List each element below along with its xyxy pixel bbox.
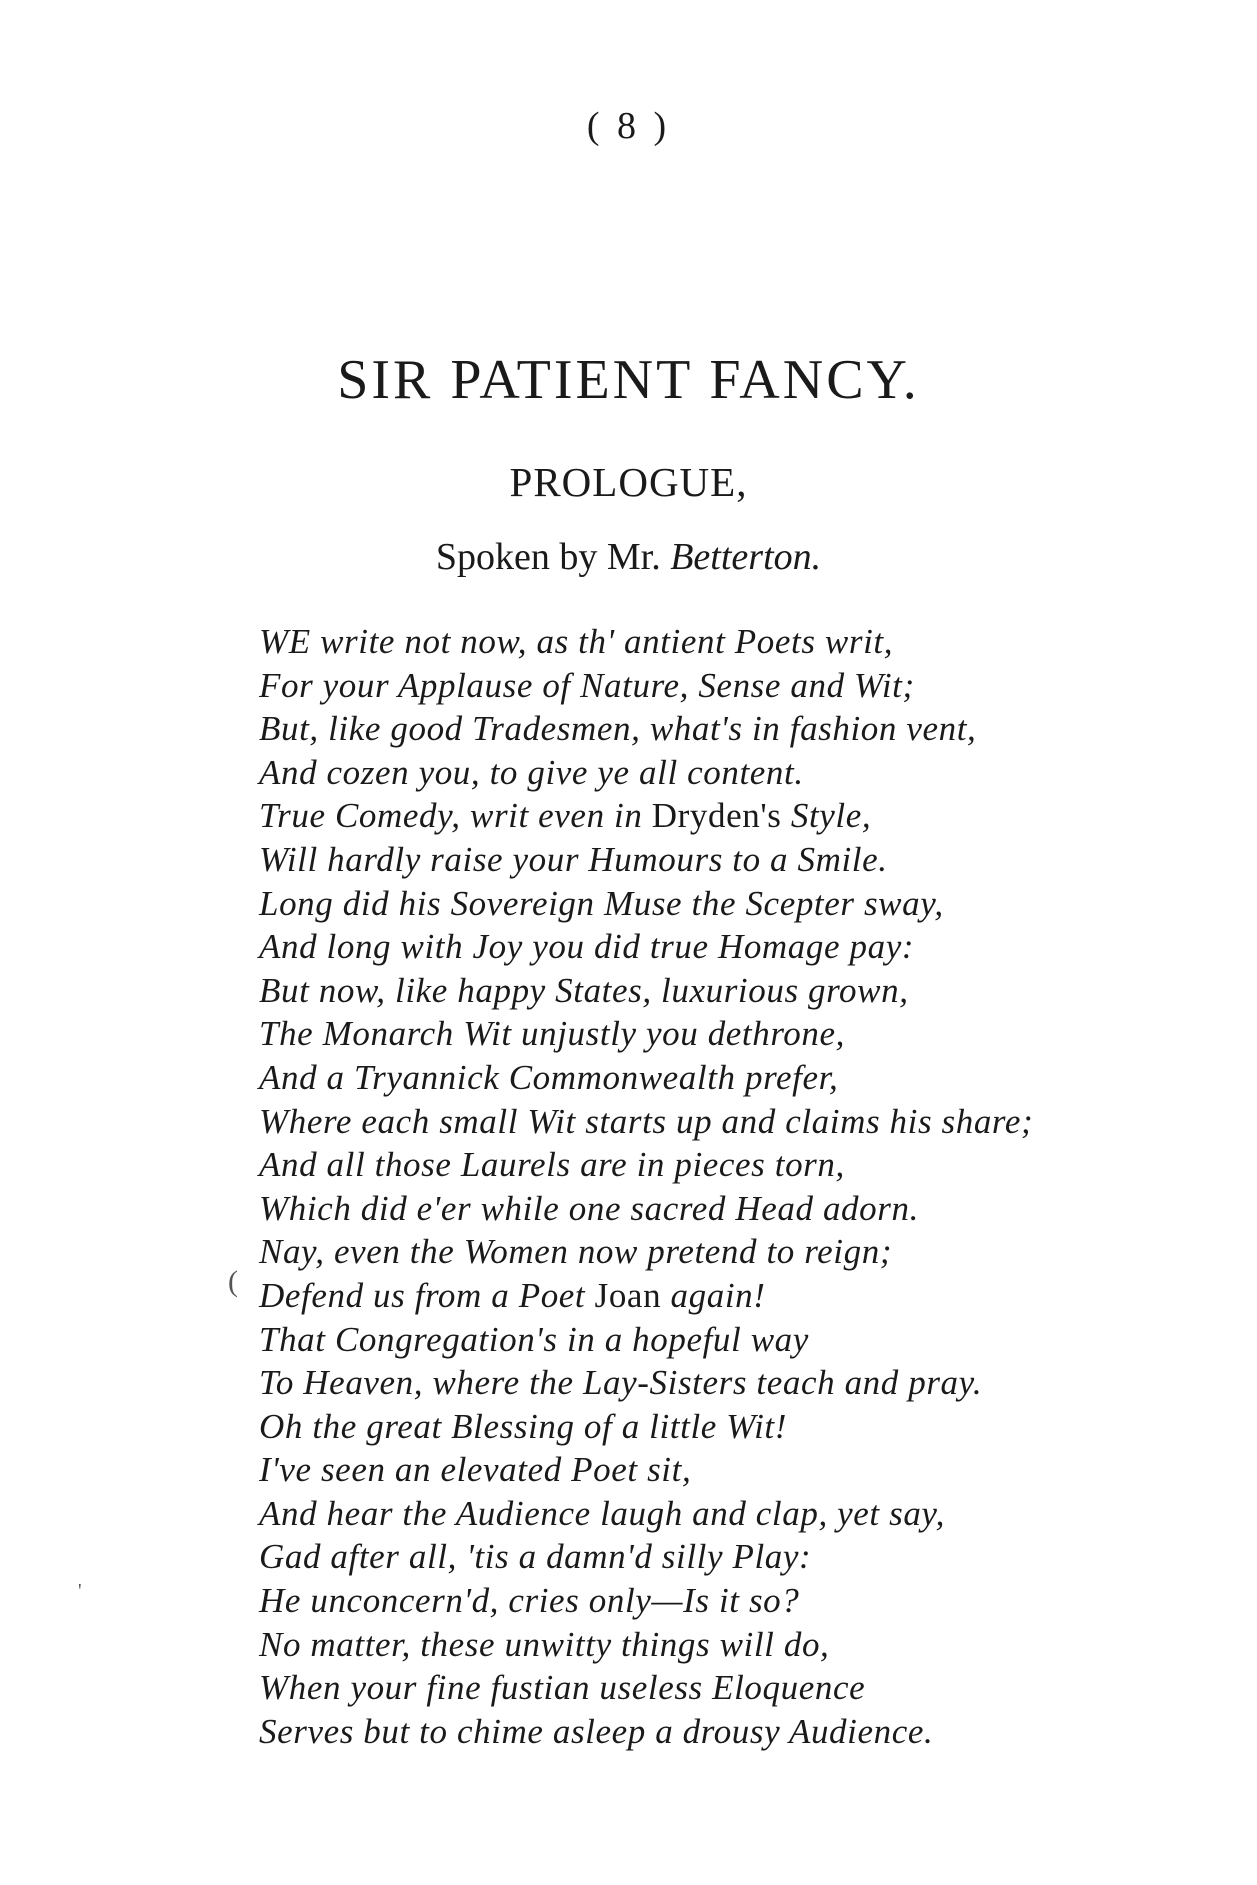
poem-line-text: Serves but to chime asleep a drousy Audience.	[259, 1711, 934, 1751]
poem-line-text: That Congregation's in a hopeful way	[259, 1319, 809, 1359]
poem-line-text: He unconcern'd, cries only—Is it so?	[259, 1581, 800, 1621]
poem-line	[259, 1230, 1239, 1274]
poem-line	[259, 925, 1239, 969]
poem-line-text: For your Applause of Nature, Sense and Wit;	[259, 665, 915, 705]
poem-line-text: True Comedy, writ even in	[259, 796, 652, 836]
poem-line-text: Which did e'er while one sacred Head adorn.	[259, 1188, 919, 1228]
poem-line-roman-name: Joan	[594, 1275, 662, 1315]
poem-line	[259, 1143, 1239, 1187]
spoken-by-prefix: Spoken by Mr.	[435, 536, 661, 578]
poem-line-text: And hear the Audience laugh and clap, yet say,	[259, 1493, 945, 1533]
margin-parenthesis-mark: (	[228, 1265, 238, 1298]
poem-line	[259, 969, 1239, 1013]
poem-line	[259, 1274, 1239, 1318]
poem-line	[259, 882, 1239, 926]
poem-line-text: Defend us from a Poet	[259, 1275, 595, 1315]
prologue-heading: PROLOGUE,	[509, 459, 748, 505]
poem-line	[259, 794, 1239, 838]
poem-line	[259, 1012, 1239, 1056]
poem-line-text: WE write not now, as th' antient Poets writ,	[259, 622, 894, 661]
speaker-name: Betterton.	[670, 536, 822, 578]
poem-line-text: But now, like happy States, luxurious grown,	[259, 970, 909, 1010]
poem-line-text: And long with Joy you did true Homage pay:	[259, 927, 915, 967]
poem-line-text-end: Style,	[781, 796, 872, 836]
poem-line	[259, 1492, 1239, 1536]
poem-line-text: When your fine fustian useless Eloquence	[259, 1668, 866, 1708]
poem-line-text: Long did his Sovereign Muse the Scepter sway,	[259, 883, 944, 923]
poem-line-text-end: again!	[661, 1275, 766, 1315]
poem-line-text: Nay, even the Women now pretend to reign;	[259, 1232, 893, 1272]
poem-line	[259, 664, 1239, 708]
poem-line	[259, 1579, 1239, 1623]
poem-line-text: Where each small Wit starts up and claims his share;	[259, 1101, 1034, 1141]
poem-line	[259, 1100, 1239, 1144]
poem-line-text: Will hardly raise your Humours to a Smile.	[259, 839, 888, 879]
poem-line-roman-name: Dryden's	[651, 796, 782, 836]
spoken-by-line	[0, 535, 1257, 579]
page-title: SIR PATIENT FANCY.	[337, 349, 920, 411]
poem-line	[259, 1535, 1239, 1579]
poem-line-text: Gad after all, 'tis a damn'd silly Play:	[259, 1537, 812, 1577]
poem-line-text: Oh the great Blessing of a little Wit!	[259, 1406, 787, 1446]
poem-line-text: And cozen you, to give ye all content.	[259, 752, 804, 792]
poem-line	[259, 620, 1239, 664]
poem-line	[259, 1666, 1239, 1710]
margin-ink-mark: '	[78, 1580, 82, 1602]
poem-line-text: And a Tryannick Commonwealth prefer,	[259, 1057, 839, 1097]
poem-line	[259, 707, 1239, 751]
poem-line-text: I've seen an elevated Poet sit,	[259, 1450, 692, 1490]
poem-line-text: The Monarch Wit unjustly you dethrone,	[259, 1014, 845, 1054]
poem-line	[259, 1405, 1239, 1449]
poem-line-text: And all those Laurels are in pieces torn,	[259, 1145, 845, 1185]
poem-line	[259, 838, 1239, 882]
poem-line	[259, 1448, 1239, 1492]
poem-line	[259, 1187, 1239, 1231]
poem-line	[259, 751, 1239, 795]
poem-line-text: To Heaven, where the Lay-Sisters teach and pray.	[259, 1363, 983, 1403]
page-number: ( 8 )	[586, 105, 671, 147]
poem-line-text: But, like good Tradesmen, what's in fashion vent,	[259, 709, 977, 749]
poem-line	[259, 1318, 1239, 1362]
poem-line	[259, 1056, 1239, 1100]
poem-line	[259, 1710, 1239, 1754]
prologue-poem	[259, 620, 1239, 1753]
poem-line	[259, 1361, 1239, 1405]
poem-line	[259, 1623, 1239, 1667]
poem-line-text: No matter, these unwitty things will do,	[259, 1624, 830, 1664]
